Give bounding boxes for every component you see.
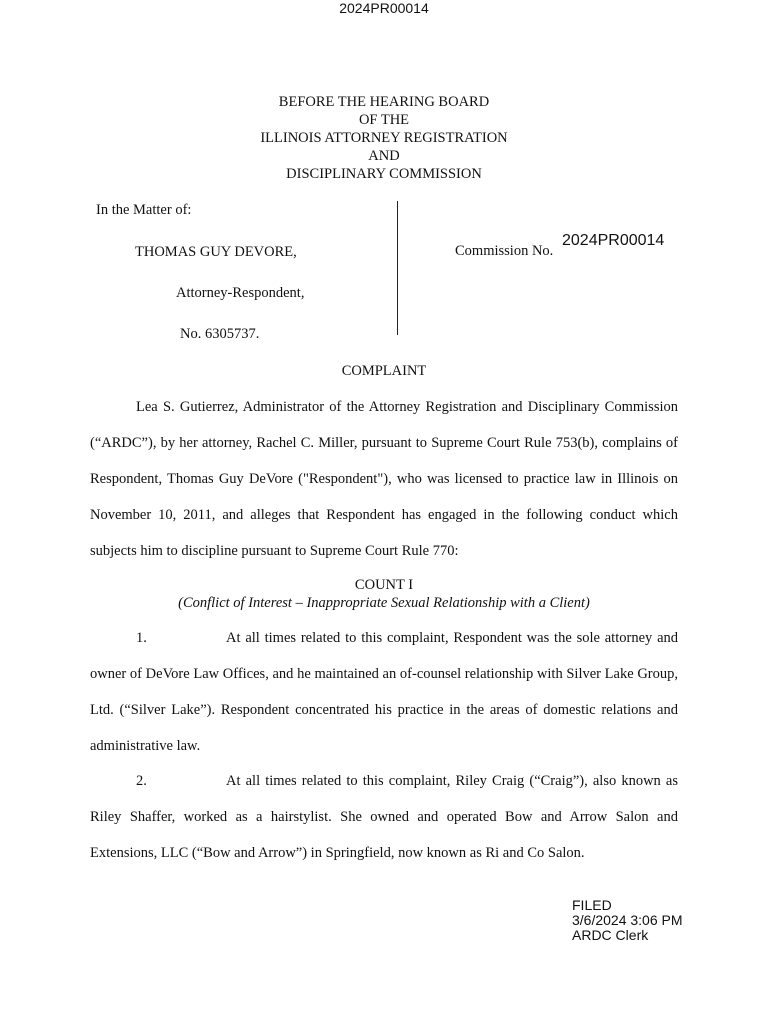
in-the-matter-label: In the Matter of: bbox=[96, 202, 192, 218]
heading-line: OF THE bbox=[358, 112, 410, 128]
filed-clerk: ARDC Clerk bbox=[572, 927, 649, 943]
intro-paragraph bbox=[90, 389, 678, 569]
commission-number: 2024PR00014 bbox=[562, 232, 665, 249]
paragraph-number: 2. bbox=[136, 773, 147, 789]
caption-divider bbox=[397, 201, 398, 335]
filed-stamp bbox=[572, 898, 683, 943]
heading-line: ILLINOIS ATTORNEY REGISTRATION bbox=[260, 130, 508, 146]
heading-line: DISCIPLINARY COMMISSION bbox=[286, 166, 482, 182]
paragraph-text: At all times related to this complaint, Respondent was the sole attorney and owner of DeVore Law Offices, and he maintained an of-counsel relationship with Silver Lake Group, Ltd. (“Silver Lake”). Respondent concentrated his practice in the areas of domestic relations and administrative law. bbox=[90, 630, 678, 754]
paragraph-number: 1. bbox=[136, 630, 147, 646]
hearing-board-heading bbox=[0, 93, 768, 183]
commission-label: Commission No. bbox=[455, 243, 554, 259]
count-title: COUNT I bbox=[354, 577, 414, 593]
header-case-number: 2024PR00014 bbox=[339, 0, 429, 16]
paragraph-2 bbox=[90, 763, 678, 871]
count-subtitle: (Conflict of Interest – Inappropriate Sexual Relationship with a Client) bbox=[178, 595, 590, 611]
respondent-name: THOMAS GUY DEVORE, bbox=[135, 244, 297, 260]
paragraph-text: At all times related to this complaint, Riley Craig (“Craig”), also known as Riley Shaffer, worked as a hairstylist. She owned and operated Bow and Arrow Salon and Extensions, LLC (“Bow and Arrow”) in Springfield, now known as Ri and Co Salon. bbox=[90, 773, 678, 861]
filed-datetime: 3/6/2024 3:06 PM bbox=[572, 912, 683, 928]
respondent-role: Attorney-Respondent, bbox=[176, 285, 305, 301]
intro-paragraph-text: Lea S. Gutierrez, Administrator of the Attorney Registration and Disciplinary Commission (“ARDC”), by her attorney, Rachel C. Miller, pursuant to Supreme Court Rule 753(b), complains of Respondent, Thomas Guy DeVore ("Respondent"), who was licensed to practice law in Illinois on November 10, 2011, and alleges that Respondent has engaged in the following conduct which subjects him to discipline pursuant to Supreme Court Rule 770: bbox=[90, 399, 678, 559]
heading-line: BEFORE THE HEARING BOARD bbox=[278, 94, 490, 110]
document-title: COMPLAINT bbox=[341, 363, 427, 379]
paragraph-1 bbox=[90, 620, 678, 764]
registration-number: No. 6305737. bbox=[180, 326, 260, 342]
filed-label: FILED bbox=[572, 897, 612, 913]
heading-line: AND bbox=[368, 148, 400, 164]
